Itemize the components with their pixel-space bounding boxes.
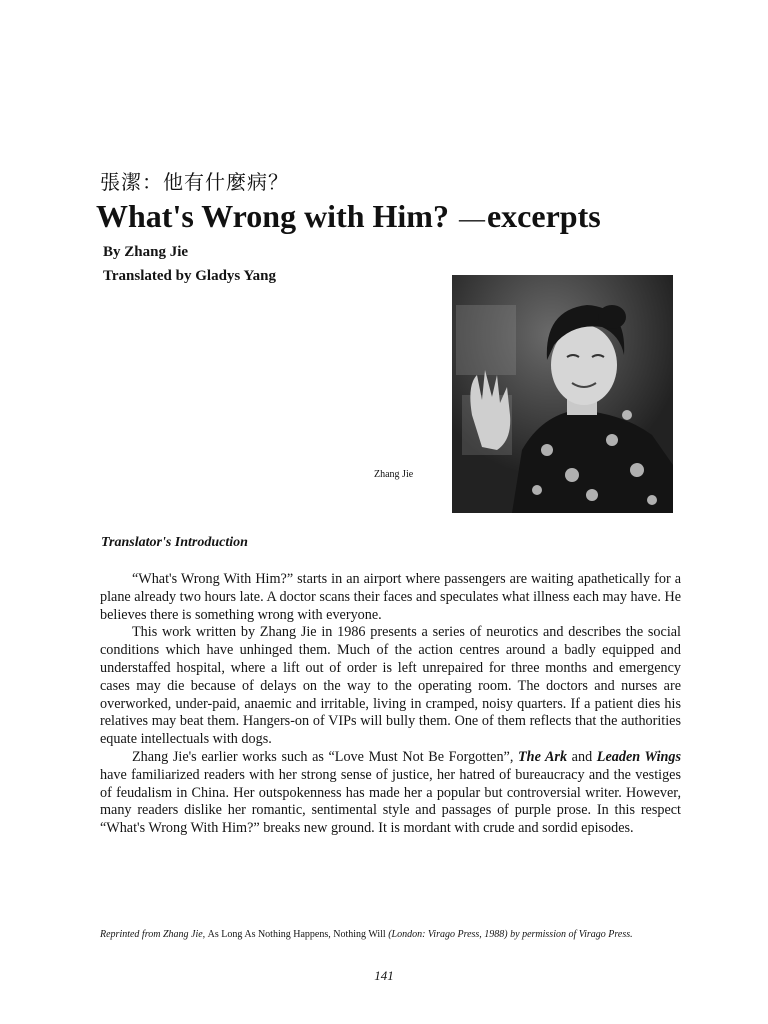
body-text: [100, 571, 681, 838]
chinese-title: 張潔：他有什麼病？: [100, 170, 289, 194]
title-dash: —: [458, 204, 485, 233]
title-suffix: excerpts: [486, 198, 601, 234]
footnote-text: Reprinted from Zhang Jie,: [100, 929, 206, 940]
page-number: 141: [374, 968, 394, 983]
paragraph: [100, 749, 681, 838]
section-heading: Translator's Introduction: [101, 535, 248, 550]
paragraph: “What's Wrong With Him?” starts in an airport where passengers are waiting apathetically for a plane already two hours late. A doctor scans their faces and speculates what illness each may have. He believes there is something wrong with everyone.: [100, 571, 681, 623]
title-main: What's Wrong with Him?: [96, 198, 449, 234]
translator-credit: Translated by Gladys Yang: [103, 268, 276, 284]
paragraph-text: and: [571, 748, 593, 765]
paragraph-text: have familiarized readers with her strong sense of justice, her hatred of bureaucracy and the vestiges of feudalism in China. Her outspokenness has made her a popular but controversial writer. However, many readers dislike her romantic, sentimental style and passages of purple prose. In this respect “What's Wrong With Him?” breaks new ground. It is mordant with crude and sordid episodes.: [100, 766, 681, 837]
byline: By Zhang Jie: [103, 244, 189, 260]
book-title: The Ark: [518, 748, 568, 765]
paragraph: This work written by Zhang Jie in 1986 presents a series of neurotics and describes the social conditions which have unhinged them. Much of the action centres around a badly equipped and understaffed hospital, where a lift out of order is left unrepaired for three months and emergency cases may die because of delays on the way to the operating room. The doctors and nurses are overworked, under-paid, anaemic and irritable, living in cramped, noisy quarters. If a patient dies his relatives may beat them. Hangers-on of VIPs will bully them. One of them reflects that the authorities equate intellectuals with dogs.: [100, 624, 681, 748]
footnote-book-title: As Long As Nothing Happens, Nothing Will: [207, 929, 386, 940]
footnote: [100, 928, 682, 941]
book-title: Leaden Wings: [596, 748, 682, 765]
paragraph-text: Zhang Jie's earlier works such as “Love Must Not Be Forgotten”,: [132, 748, 514, 765]
article-title: [96, 198, 601, 235]
author-photo: [452, 275, 673, 513]
footnote-text: (London: Virago Press, 1988) by permission of Virago Press.: [388, 929, 633, 940]
photo-caption: Zhang Jie: [374, 469, 414, 480]
